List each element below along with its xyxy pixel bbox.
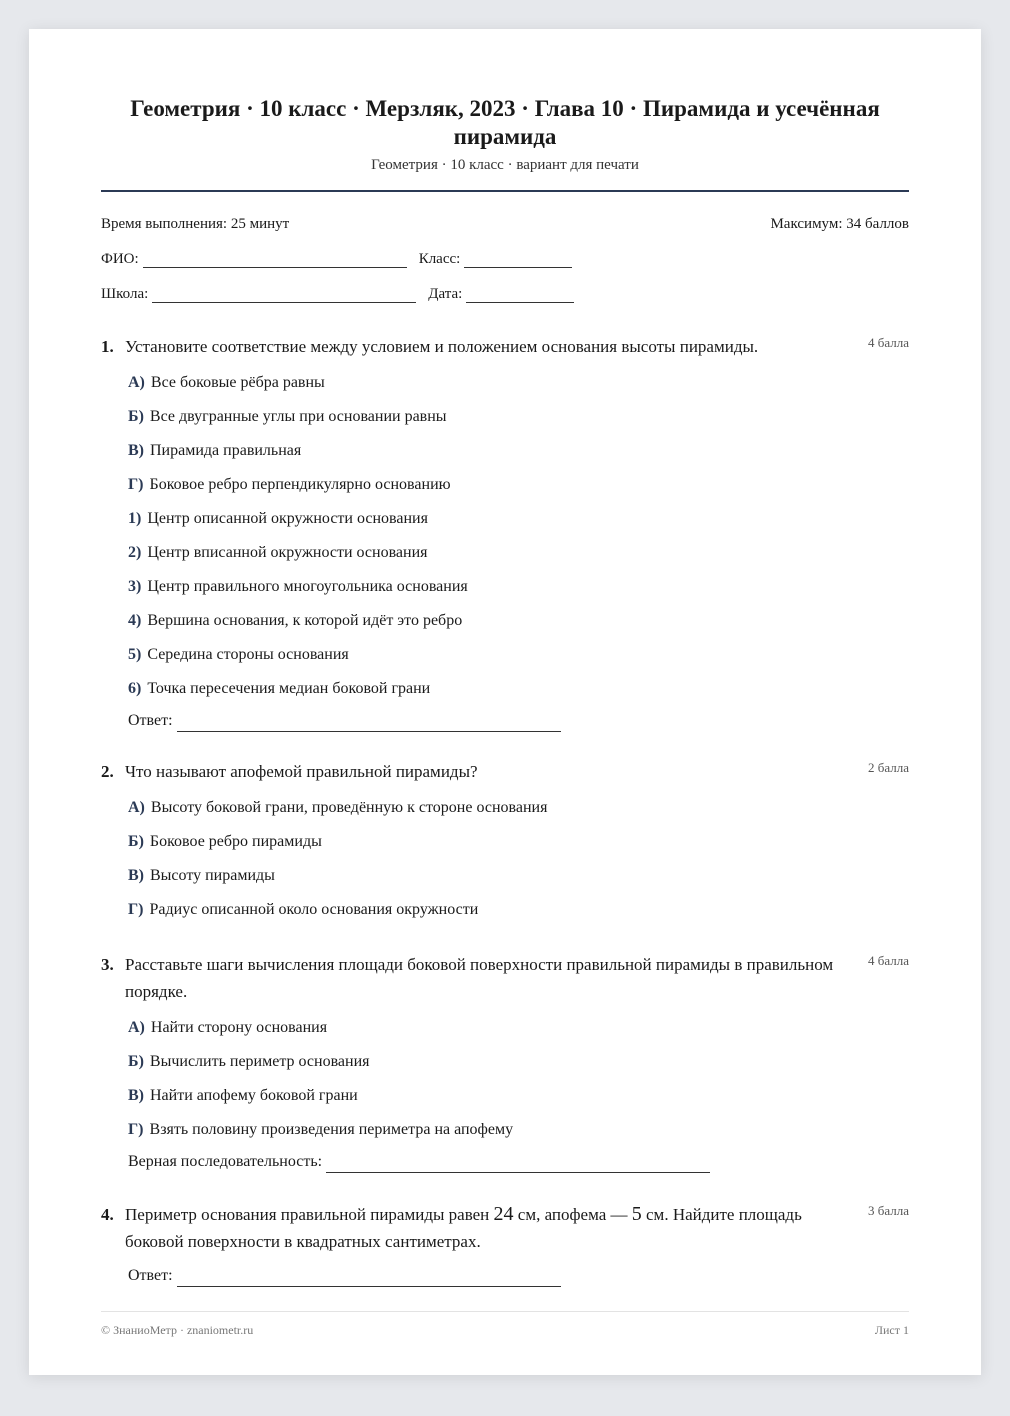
school-field[interactable] [152, 288, 416, 303]
footer-copyright: © ЗнаниоМетр · znaniometr.ru [101, 1323, 254, 1337]
option-text: Вычислить периметр основания [149, 1053, 370, 1070]
answer-label: Верная последовательность: [128, 1153, 323, 1170]
answer-row [128, 1151, 909, 1173]
question-text: Что называют апофемой правильной пирамиды? [125, 762, 478, 781]
question-points: 4 балла [868, 953, 909, 968]
option-key: 1) [128, 510, 142, 527]
fio-field[interactable] [143, 253, 407, 268]
page-title: Геометрия · 10 класс · Мерзляк, 2023 · Глава 10 · Пирамида и усечённая пирамида [130, 96, 880, 149]
option-text: Взять половину произведения периметра на апофему [149, 1121, 514, 1138]
header-divider [101, 190, 909, 192]
option-key: 3) [128, 578, 142, 595]
option-item [128, 1118, 909, 1141]
option-item [128, 898, 909, 921]
question-number: 4. [101, 1205, 114, 1224]
option-text: Все двугранные углы при основании равны [149, 408, 447, 425]
question-number: 2. [101, 762, 114, 781]
option-item [128, 609, 909, 632]
option-key: Б) [128, 1053, 144, 1070]
option-key: 4) [128, 612, 142, 629]
option-text: Пирамида правильная [150, 442, 302, 459]
option-item [128, 1084, 909, 1107]
question-number: 3. [101, 955, 114, 974]
option-text: Высоту пирамиды [150, 867, 275, 884]
question-points: 2 балла [868, 760, 909, 775]
option-key: В) [128, 867, 144, 884]
option-text: Центр вписанной окружности основания [147, 544, 428, 561]
question-text: Расставьте шаги вычисления площади боковой поверхности правильной пирамиды в правильном порядке. [125, 955, 834, 1001]
option-key: Б) [128, 833, 144, 850]
option-text: Вершина основания, к которой идёт это ребро [147, 612, 463, 629]
option-item [128, 541, 909, 564]
option-key: А) [128, 799, 145, 816]
option-item [128, 1050, 909, 1073]
option-key: А) [128, 374, 145, 391]
apothem-value: 5 [631, 1203, 642, 1225]
option-key: А) [128, 1019, 145, 1036]
option-text: Высоту боковой грани, проведённую к стороне основания [150, 799, 548, 816]
answer-label: Ответ: [128, 1267, 173, 1284]
answer-field[interactable] [177, 1272, 561, 1287]
sequence-field[interactable] [326, 1158, 710, 1173]
answer-field[interactable] [177, 717, 561, 732]
option-text: Середина стороны основания [147, 646, 349, 663]
option-item [128, 439, 909, 462]
option-item [128, 371, 909, 394]
option-key: 2) [128, 544, 142, 561]
question-text: Установите соответствие между условием и положением основания высоты пирамиды. [125, 337, 759, 356]
option-item [128, 677, 909, 700]
question-3 [101, 951, 909, 1173]
school-date-row [101, 286, 909, 303]
option-item [128, 507, 909, 530]
option-key: В) [128, 442, 144, 459]
option-text: Найти апофему боковой грани [150, 1087, 358, 1104]
option-key: Б) [128, 408, 144, 425]
class-field[interactable] [464, 253, 572, 268]
option-item [128, 473, 909, 496]
option-item [128, 796, 909, 819]
page-footer [101, 1311, 909, 1338]
question-1 [101, 333, 909, 732]
question-4 [101, 1201, 909, 1287]
option-item [128, 830, 909, 853]
perimeter-value: 24 [493, 1203, 514, 1225]
meta-row [101, 216, 909, 233]
page-subtitle: Геометрия · 10 класс · вариант для печати [371, 157, 639, 173]
option-item [128, 405, 909, 428]
question-points: 3 балла [868, 1203, 909, 1218]
worksheet-page [29, 29, 981, 1375]
class-label: Класс: [418, 251, 461, 267]
option-item [128, 643, 909, 666]
question-points: 4 балла [868, 335, 909, 350]
option-text: Боковое ребро пирамиды [149, 833, 322, 850]
answer-row [128, 1265, 909, 1287]
option-key: Г) [128, 901, 144, 918]
option-key: 6) [128, 680, 142, 697]
date-label: Дата: [428, 286, 463, 302]
option-text: Центр описанной окружности основания [147, 510, 428, 527]
option-text: Точка пересечения медиан боковой грани [147, 680, 431, 697]
option-key: Г) [128, 476, 144, 493]
option-key: 5) [128, 646, 142, 663]
option-item [128, 575, 909, 598]
option-text: Радиус описанной около основания окружности [149, 901, 479, 918]
option-text: Все боковые рёбра равны [150, 374, 325, 391]
question-number: 1. [101, 337, 114, 356]
option-text: Боковое ребро перпендикулярно основанию [149, 476, 451, 493]
answer-label: Ответ: [128, 712, 173, 729]
fio-class-row [101, 251, 909, 268]
option-item [128, 1016, 909, 1039]
question-text: Периметр основания правильной пирамиды равен 24 см, апофема — 5 см. Найдите площадь боковой поверхности в квадратных сантиметрах. [125, 1203, 802, 1251]
option-key: Г) [128, 1121, 144, 1138]
time-limit: Время выполнения: 25 минут [101, 216, 290, 232]
max-score: Максимум: 34 баллов [770, 216, 909, 232]
fio-label: ФИО: [101, 251, 139, 267]
answer-row [128, 710, 909, 732]
question-2 [101, 758, 909, 921]
option-item [128, 864, 909, 887]
date-field[interactable] [466, 288, 574, 303]
page-number: Лист 1 [874, 1323, 909, 1337]
option-text: Центр правильного многоугольника основания [147, 578, 468, 595]
option-text: Найти сторону основания [150, 1019, 328, 1036]
option-key: В) [128, 1087, 144, 1104]
school-label: Школа: [101, 286, 149, 302]
